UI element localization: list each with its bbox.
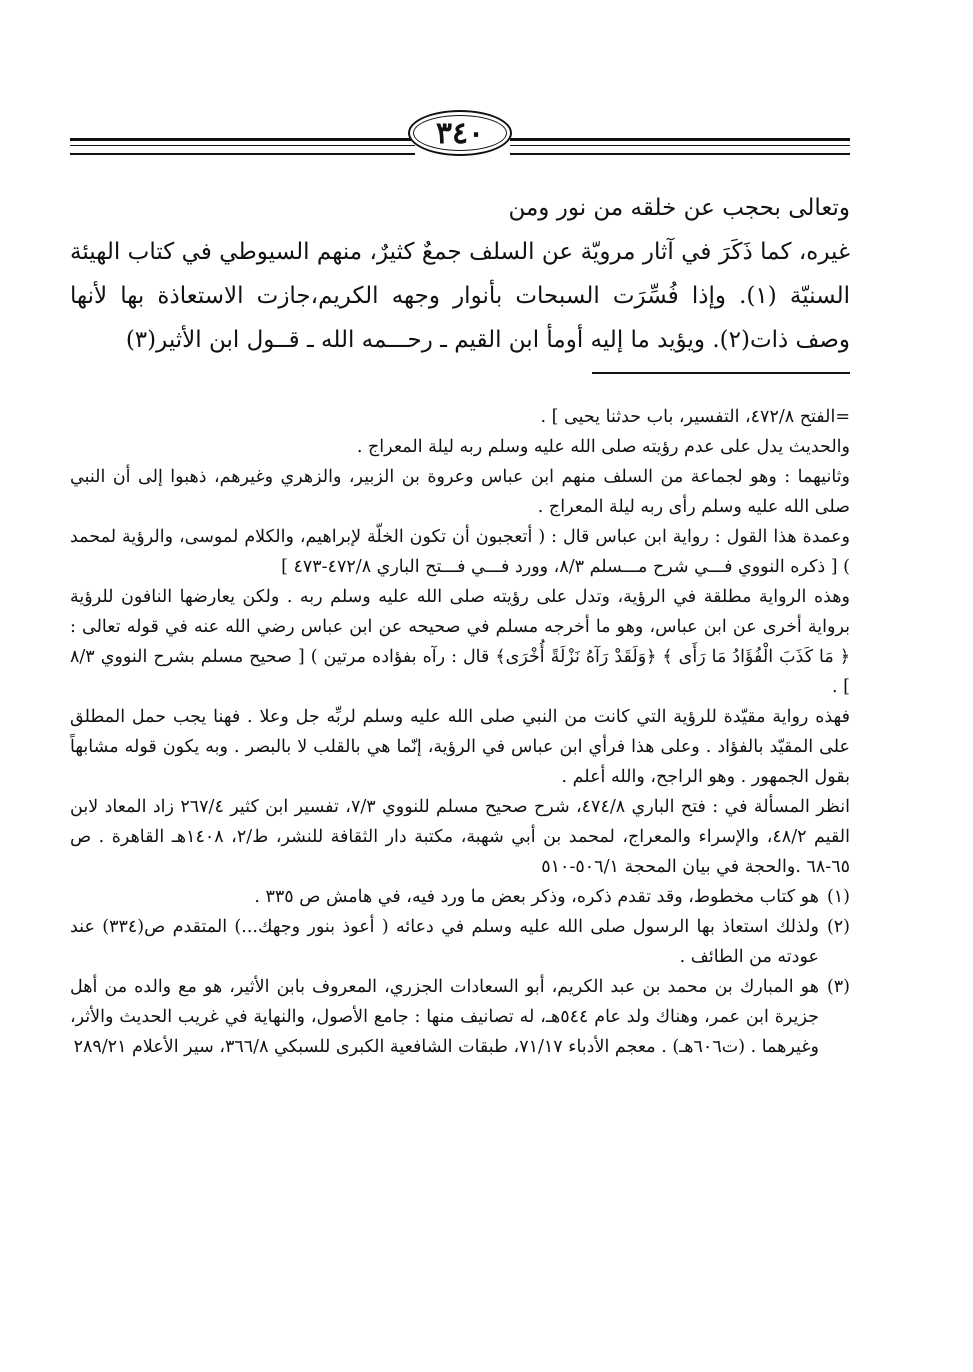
- header-rule-right: [510, 138, 850, 155]
- note-paragraph: وثانيهما : وهو لجماعة من السلف منهم ابن عباس وعروة بن الزبير، والزهري وغيرهم، ذهبوا إلى أن النبي صلى الله عليه وسلم رأى ربه ليلة المعراج .: [70, 467, 850, 517]
- footnote-number: (٣): [826, 977, 850, 997]
- footnotes-section: [70, 402, 850, 1062]
- header-rule-left: [70, 138, 415, 155]
- footnote-2: [70, 912, 850, 972]
- main-line: الهيئة السنيّة (١). وإذا فُسِّرَت السبحات بأنوار وجهه الكريم،جازت الاستعاذة بها: [70, 239, 850, 309]
- note-paragraph: والحديث يدل على عدم رؤيته صلى الله عليه وسلم ربه ليلة المعراج .: [356, 437, 850, 457]
- footnote-text: هو كتاب مخطوط، وقد تقدم ذكره، وذكر بعض ما ورد فيه، في هامش ص ٣٣٥ .: [254, 887, 819, 907]
- note-paragraph: انظر المسألة في : فتح الباري ٤٧٤/٨، شرح صحيح مسلم للنووي ٧/٣، تفسير ابن كثير ٢٦٧/٤ زاد المعاد لابن القيم ٤٨/٢، والإسراء والمعراج، لمحمد بن أبي شهبة، مكتبة دار الثقافة للنشر، ط/٢، ١٤٠٨هـ القاهرة . ص ٦٥-٦٨ .والحجة في بيان المحجة ٥٠٦/١-٥١٠: [70, 797, 850, 877]
- footnote-divider: [592, 372, 850, 374]
- note-paragraph: وعمدة هذا القول : رواية ابن عباس قال : ( أتعجبون أن تكون الخلّة لإبراهيم، والكلام لموسى، والرؤية لمحمد ) [ ذكره النووي فـــي شرح مـــسلم ٨/٣، وورد فـــي فـــتح الباري ٤٧٢/٨-٤٧٣ ]: [70, 527, 850, 577]
- note-paragraph: وهذه الرواية مطلقة في الرؤية، وتدل على رؤيته صلى الله عليه وسلم ربه . ولكن يعارضها النافون للرؤية برواية أخرى عن ابن عباس، وهو ما أخرجه مسلم في صحيحه عن ابن عباس رضي الله عنه في قوله تعالى : ﴿ مَا كَذَبَ الْفُؤَادُ مَا رَأَى ﴾ ﴿وَلَقَدْ رَآهُ نَزْلَةً أُخْرَى﴾ قال : رآه بفؤاده مرتين ) [ صحيح مسلم بشرح النووي ٨/٣ ] .: [70, 587, 850, 697]
- footnote-text: هو المبارك بن محمد بن عبد الكريم، أبو السعادات الجزري، المعروف بابن الأثير، هو مع والده من أهل جزيرة ابن عمر، وهناك ولد عام ٥٤٤هـ، له تصانيف منها : جامع الأصول، والنهاية في غريب الحديث والأثر، وغيرهما . (ت٦٠٦هـ) . معجم الأدباء ٧١/١٧، طبقات الشافعية الكبرى للسبكي ٣٦٦/٨، سير الأعلام ٢٨٩/٢١: [70, 977, 819, 1057]
- main-text: [70, 186, 850, 362]
- main-line: غيره، كما ذَكَرَ في آثار مرويّة عن السلف جمعٌ كثيرٌ، منهم السيوطي في كتاب: [127, 239, 851, 265]
- main-line: وتعالى بحجب عن خلقه من نور ومن: [508, 195, 850, 221]
- main-paragraph: [70, 230, 850, 362]
- note-paragraph: =الفتح ٤٧٢/٨، التفسير، باب حدثنا يحيى ] .: [540, 407, 850, 427]
- footnote-number: (١): [826, 887, 850, 907]
- footnote-3: [70, 972, 850, 1062]
- footnote-1: [70, 882, 850, 912]
- page-number: ٣٤٠: [408, 110, 512, 156]
- page-header: [70, 96, 850, 162]
- footnote-number: (٢): [826, 917, 850, 937]
- note-paragraph: فهذه رواية مقيّدة للرؤية التي كانت من النبي صلى الله عليه وسلم لربِّه جل وعلا . فهنا يجب حمل المطلق على المقيّد بالفؤاد . وعلى هذا فرأي ابن عباس في الرؤية، إنّما هي بالقلب لا بالبصر . وبه يكون قوله مشابهاً بقول الجمهور . وهو الراجح، والله أعلم .: [70, 707, 850, 787]
- footnote-text: ولذلك استعاذ بها الرسول صلى الله عليه وسلم في دعائه ( أعوذ بنور وجهك...) المتقدم ص(٣٣٤) عند عودته من الطائف .: [70, 917, 819, 967]
- main-line: لأنها وصف ذات(٢). ويؤيد ما إليه أومأ ابن القيم ـ رحـــمه الله ـ قــول ابن الأثير(٣): [70, 283, 850, 353]
